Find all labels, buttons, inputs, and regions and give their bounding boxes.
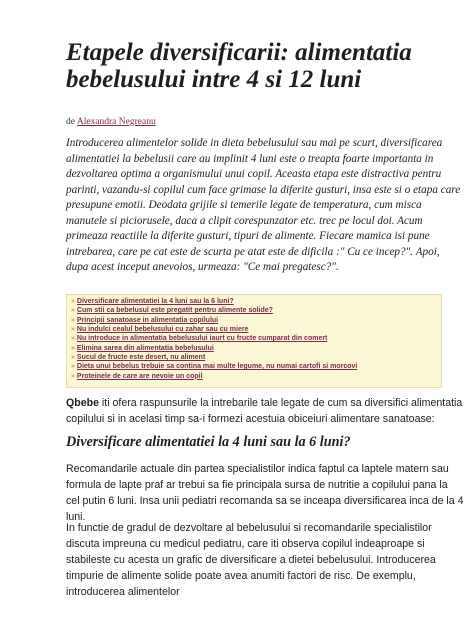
toc-item	[71, 344, 437, 353]
section-heading: Diversificare alimentatiei la 4 luni sau la 6 luni?	[66, 434, 351, 450]
byline	[66, 117, 156, 127]
toc-item	[71, 316, 437, 325]
byline-prefix: de	[66, 117, 75, 127]
qbebe-paragraph-text: iti ofera raspunsurile la intrebarile tale legate de cum sa diversifici alimentatia copilului si in acelasi timp sa-i formezi acestuia obiceiuri alimentare sanatoase:	[66, 397, 463, 425]
toc-bullet-icon: »	[71, 363, 75, 371]
toc-item	[71, 372, 437, 381]
toc-link[interactable]: Nu introduce in alimentatia bebelusului iaurt cu fructe cumparat din comert	[76, 335, 328, 343]
toc-bullet-icon: »	[71, 316, 75, 324]
toc-bullet-icon: »	[71, 372, 75, 380]
toc-item	[71, 297, 437, 306]
toc-item	[71, 306, 437, 315]
toc-link[interactable]: Dieta unui bebelus trebuie sa contina mai multe legume, nu numai cartofi si morcovi	[76, 363, 358, 371]
toc-bullet-icon: »	[71, 344, 75, 352]
toc-link[interactable]: Nu indulci cealul bebelusului cu zahar sau cu miere	[76, 326, 249, 334]
author-link[interactable]: Alexandra Negreanu	[76, 117, 156, 127]
qbebe-paragraph	[66, 395, 464, 427]
body-paragraph-recommendations: Recomandarile actuale din partea specialistilor indica faptul ca laptele matern sau formula de lapte praf ar trebui sa fie principala sursa de nutritie a copilului pana la cel putin 6 luni. Insa unii pediatri recomanda sa se inceapa diversificarea inca de la 4 luni.	[66, 463, 464, 523]
toc-item	[71, 325, 437, 334]
toc-link[interactable]: Sucul de fructe este desert, nu aliment	[76, 354, 206, 362]
body-paragraph-development: In functie de gradul de dezvoltare al bebelusului si recomandarile specialistilor discuta impreuna cu medicul pediatru, care iti observa copilul indeaproape si stabileste cu acesta un grafic de diversificare a dietei bebelusului. Introducerea timpurie de alimente solide poate avea anumiti factori de risc. De exemplu, introducerea alimentelor	[66, 522, 436, 598]
toc-item	[71, 353, 437, 362]
table-of-contents	[66, 294, 442, 388]
toc-bullet-icon: »	[71, 354, 75, 362]
article-title: Etapele diversificarii: alimentatia bebelusului intre 4 si 12 luni	[66, 39, 412, 93]
toc-bullet-icon: »	[71, 307, 75, 315]
toc-link[interactable]: Elimina sarea din alimentatia bebelusului	[76, 344, 214, 352]
toc-link[interactable]: Principii sanatoase in alimentatia copilului	[76, 316, 219, 324]
toc-bullet-icon: »	[71, 326, 75, 334]
toc-item	[71, 362, 437, 371]
brand-name: Qbebe	[66, 397, 99, 409]
toc-bullet-icon: »	[71, 298, 75, 305]
toc-link[interactable]: Proteinele de care are nevoie un copil	[76, 372, 203, 380]
toc-item	[71, 334, 437, 343]
toc-link[interactable]: Diversificare alimentatiei la 4 luni sau la 6 luni?	[76, 298, 234, 305]
intro-paragraph: Introducerea alimentelor solide in dieta bebelusului sau mai pe scurt, diversificarea alimentatiei la bebelusii care au implinit 4 luni este o treapta foarte importanta in dezvoltarea optima a organismului unui copil. Aceasta etapa este distractiva pentru parinti, vazandu-si copilul cum face grimase la diferite gusturi, insa este si o etapa care presupune emotii. Deodata grijile si temerile legate de temperatura, cum misca manutele si piciorusele, daca a clipit corespunzator etc. trec pe locul doi. Acum primeaza reactiile la diferite gusturi, tipuri de alimente. Fiecare mamica isi pune intrebarea, care pe cat este de scurta pe atat este de dificila :" Cu ce incep?". Apoi, dupa acest inceput anevoios, urmeaza: "Ce mai pregatesc?".	[66, 137, 461, 273]
toc-link[interactable]: Cum stii ca bebelusul este pregatit pentru alimente solide?	[76, 307, 273, 315]
toc-bullet-icon: »	[71, 335, 75, 343]
